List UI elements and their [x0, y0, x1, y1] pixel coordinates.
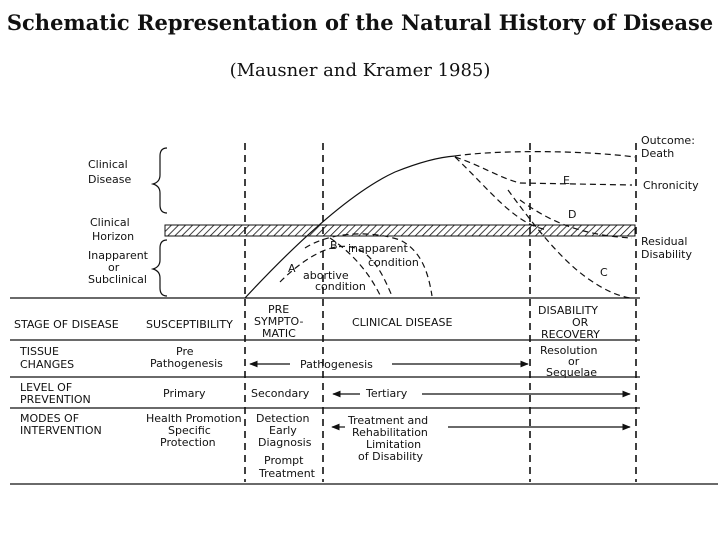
label-chronicity: Chronicity: [643, 179, 699, 192]
page-title: Schematic Representation of the Natural History of Disease: [6, 10, 714, 35]
intervention-treatment-1: Treatment and: [348, 414, 429, 427]
label-inapparent-2: or: [108, 261, 120, 274]
curve-chronicity: [455, 157, 632, 185]
tissue-pathogenesis: Pathogenesis: [300, 358, 373, 371]
page-subtitle: (Mausner and Kramer 1985): [229, 60, 491, 81]
intervention-treatment-4: of Disability: [358, 450, 424, 463]
intervention-treatment-3: Limitation: [366, 438, 422, 451]
label-abortive-1: abortive: [303, 269, 349, 282]
row-label-tissue-1: TISSUE: [20, 345, 59, 358]
subclinical-brace: [153, 240, 167, 296]
label-inapparent-cond-1: inapparent: [348, 242, 408, 255]
intervention-detection-5: Treatment: [259, 467, 315, 480]
row-label-prevention-2: PREVENTION: [20, 393, 91, 406]
label-residual-2: Disability: [641, 248, 692, 261]
label-clinical-disease-1: Clinical: [88, 158, 128, 171]
label-curve-b: B: [330, 239, 338, 252]
intervention-treatment-2: Rehabilitation: [352, 426, 428, 439]
label-abortive-2: condition: [315, 280, 366, 293]
label-residual-1: Residual: [641, 235, 688, 248]
stage-disability: DISABILITY: [538, 304, 599, 317]
row-label-prevention-1: LEVEL OF: [20, 381, 73, 394]
label-curve-a: A: [288, 262, 296, 275]
curve-e-branch: [455, 157, 548, 230]
intervention-detection-4: Prompt: [264, 454, 304, 467]
label-inapparent-1: Inapparent: [88, 249, 148, 262]
curve-c-recovery: [508, 190, 630, 298]
row-label-tissue-2: CHANGES: [20, 358, 75, 371]
tissue-or: or: [568, 355, 580, 368]
row-label-stage: STAGE OF DISEASE: [14, 318, 119, 331]
intervention-health-2: Specific: [168, 424, 211, 437]
stage-or: OR: [572, 316, 589, 329]
intervention-health-3: Protection: [160, 436, 216, 449]
prevention-primary: Primary: [163, 387, 206, 400]
label-inapparent-cond-2: condition: [368, 256, 419, 269]
label-curve-d: D: [568, 208, 577, 221]
curve-death: [455, 152, 635, 157]
tissue-sequelae: Sequelae: [546, 366, 598, 379]
label-outcome: Outcome:: [641, 134, 695, 147]
intervention-detection-2: Early: [269, 424, 297, 437]
tissue-pre-2: Pathogenesis: [150, 357, 223, 370]
prevention-tertiary: Tertiary: [366, 387, 408, 400]
clinical-horizon-band: [165, 225, 635, 236]
row-label-intervention-2: INTERVENTION: [20, 424, 102, 437]
prevention-secondary: Secondary: [251, 387, 310, 400]
stage-presymptomatic-2: SYMPTO-: [254, 315, 304, 328]
label-clinical-horizon-1: Clinical: [90, 216, 130, 229]
label-clinical-horizon-2: Horizon: [92, 230, 135, 243]
label-death: Death: [641, 147, 675, 160]
stage-presymptomatic-3: MATIC: [262, 327, 296, 340]
label-curve-e: E: [563, 174, 570, 187]
intervention-health-1: Health Promotion: [146, 412, 242, 425]
stage-recovery: RECOVERY: [541, 328, 600, 341]
stage-susceptibility: SUSCEPTIBILITY: [146, 318, 233, 331]
label-inapparent-3: Subclinical: [88, 273, 147, 286]
tissue-resolution: Resolution: [540, 344, 598, 357]
label-clinical-disease-2: Disease: [88, 173, 132, 186]
clinical-disease-brace: [153, 148, 167, 213]
intervention-detection-3: Diagnosis: [258, 436, 312, 449]
row-label-intervention-1: MODES OF: [20, 412, 80, 425]
intervention-detection-1: Detection: [256, 412, 310, 425]
label-curve-c: C: [600, 266, 608, 279]
tissue-pre-1: Pre: [176, 345, 194, 358]
stage-clinical: CLINICAL DISEASE: [352, 316, 453, 329]
stage-presymptomatic-1: PRE: [268, 303, 290, 316]
